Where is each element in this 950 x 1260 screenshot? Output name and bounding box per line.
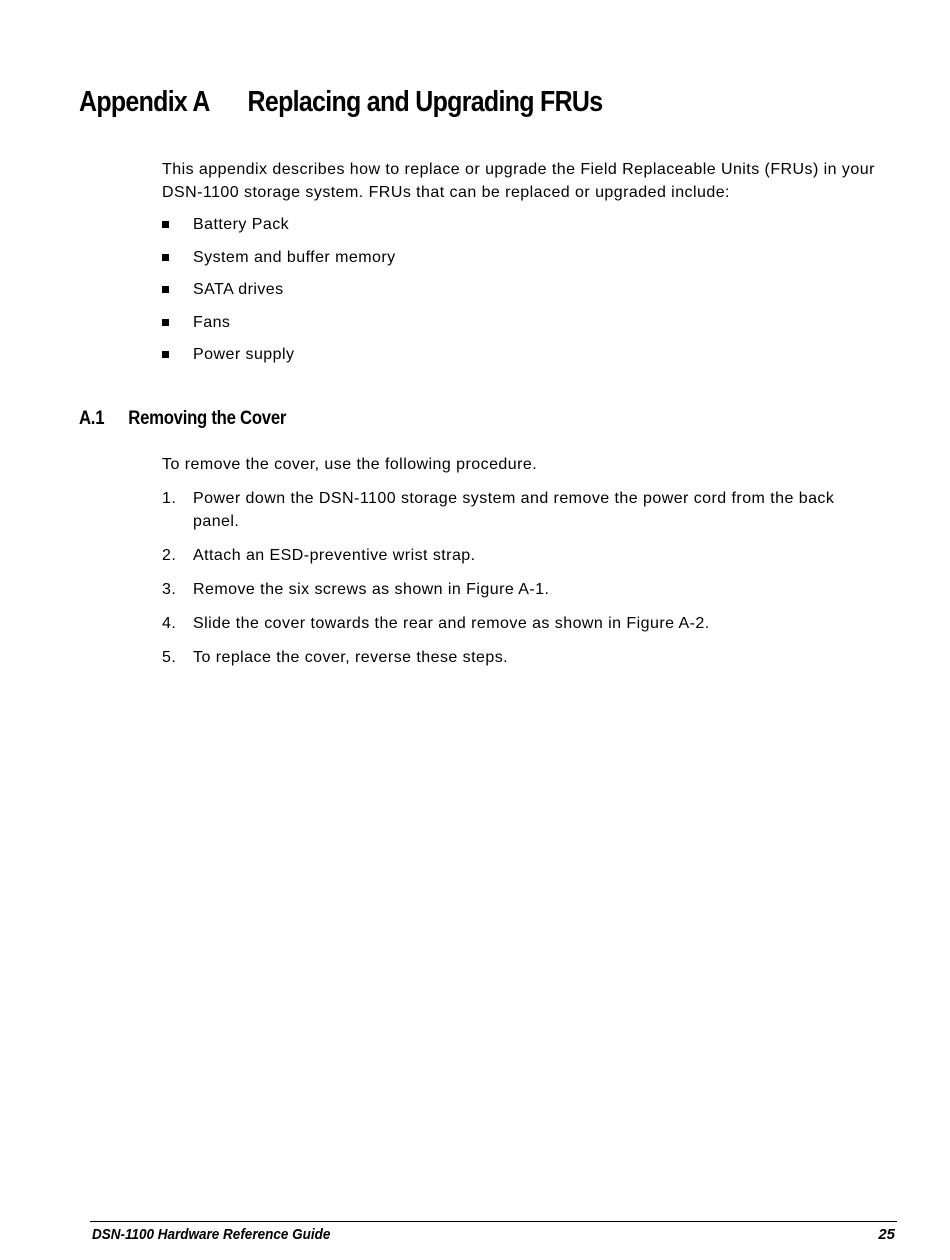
step-item <box>162 646 882 669</box>
bullet-square-icon <box>162 319 169 326</box>
list-item <box>162 213 396 246</box>
appendix-title <box>79 86 602 119</box>
step-text: To replace the cover, reverse these steps. <box>193 649 509 666</box>
section-title: Removing the Cover <box>128 408 287 429</box>
step-item <box>162 612 882 635</box>
footer-divider <box>90 1221 897 1222</box>
list-item-text: Battery Pack <box>193 216 290 233</box>
list-item-text: SATA drives <box>193 281 284 299</box>
step-text: Slide the cover towards the rear and remove as shown in Figure A-2. <box>193 615 710 632</box>
step-text: Power down the DSN-1100 storage system and remove the power cord from the back panel. <box>193 490 835 530</box>
step-number: 4. <box>162 615 177 632</box>
step-text: Remove the six screws as shown in Figure A-1. <box>193 581 550 598</box>
appendix-label: Appendix A <box>79 86 210 118</box>
footer-guide-title: DSN-1100 Hardware Reference Guide <box>92 1226 331 1243</box>
fru-bullet-list <box>162 213 396 376</box>
step-number: 1. <box>162 490 177 507</box>
list-item <box>162 343 396 376</box>
list-item <box>162 311 396 344</box>
list-item-text: Fans <box>193 313 231 331</box>
procedure-steps <box>162 487 882 680</box>
footer-page-number: 25 <box>878 1226 895 1243</box>
list-item <box>162 246 396 279</box>
step-text: Attach an ESD-preventive wrist strap. <box>193 547 476 564</box>
list-item-text: System and buffer memory <box>193 248 396 266</box>
section-number: A.1 <box>79 408 105 429</box>
step-item <box>162 487 882 533</box>
step-item <box>162 578 882 601</box>
list-item-text: Power supply <box>193 346 295 364</box>
step-number: 5. <box>162 649 177 666</box>
section-heading <box>79 408 286 430</box>
step-item <box>162 544 882 567</box>
step-number: 2. <box>162 547 177 564</box>
bullet-square-icon <box>162 221 169 228</box>
step-number: 3. <box>162 581 177 598</box>
list-item <box>162 278 396 311</box>
appendix-heading-text: Replacing and Upgrading FRUs <box>247 86 603 118</box>
intro-paragraph: This appendix describes how to replace or upgrade the Field Replaceable Units (FRUs) in your DSN-1100 storage system. FRUs that can be replaced or upgraded include: <box>162 161 875 201</box>
bullet-square-icon <box>162 351 169 358</box>
bullet-square-icon <box>162 254 169 261</box>
bullet-square-icon <box>162 286 169 293</box>
procedure-intro: To remove the cover, use the following procedure. <box>162 456 538 473</box>
